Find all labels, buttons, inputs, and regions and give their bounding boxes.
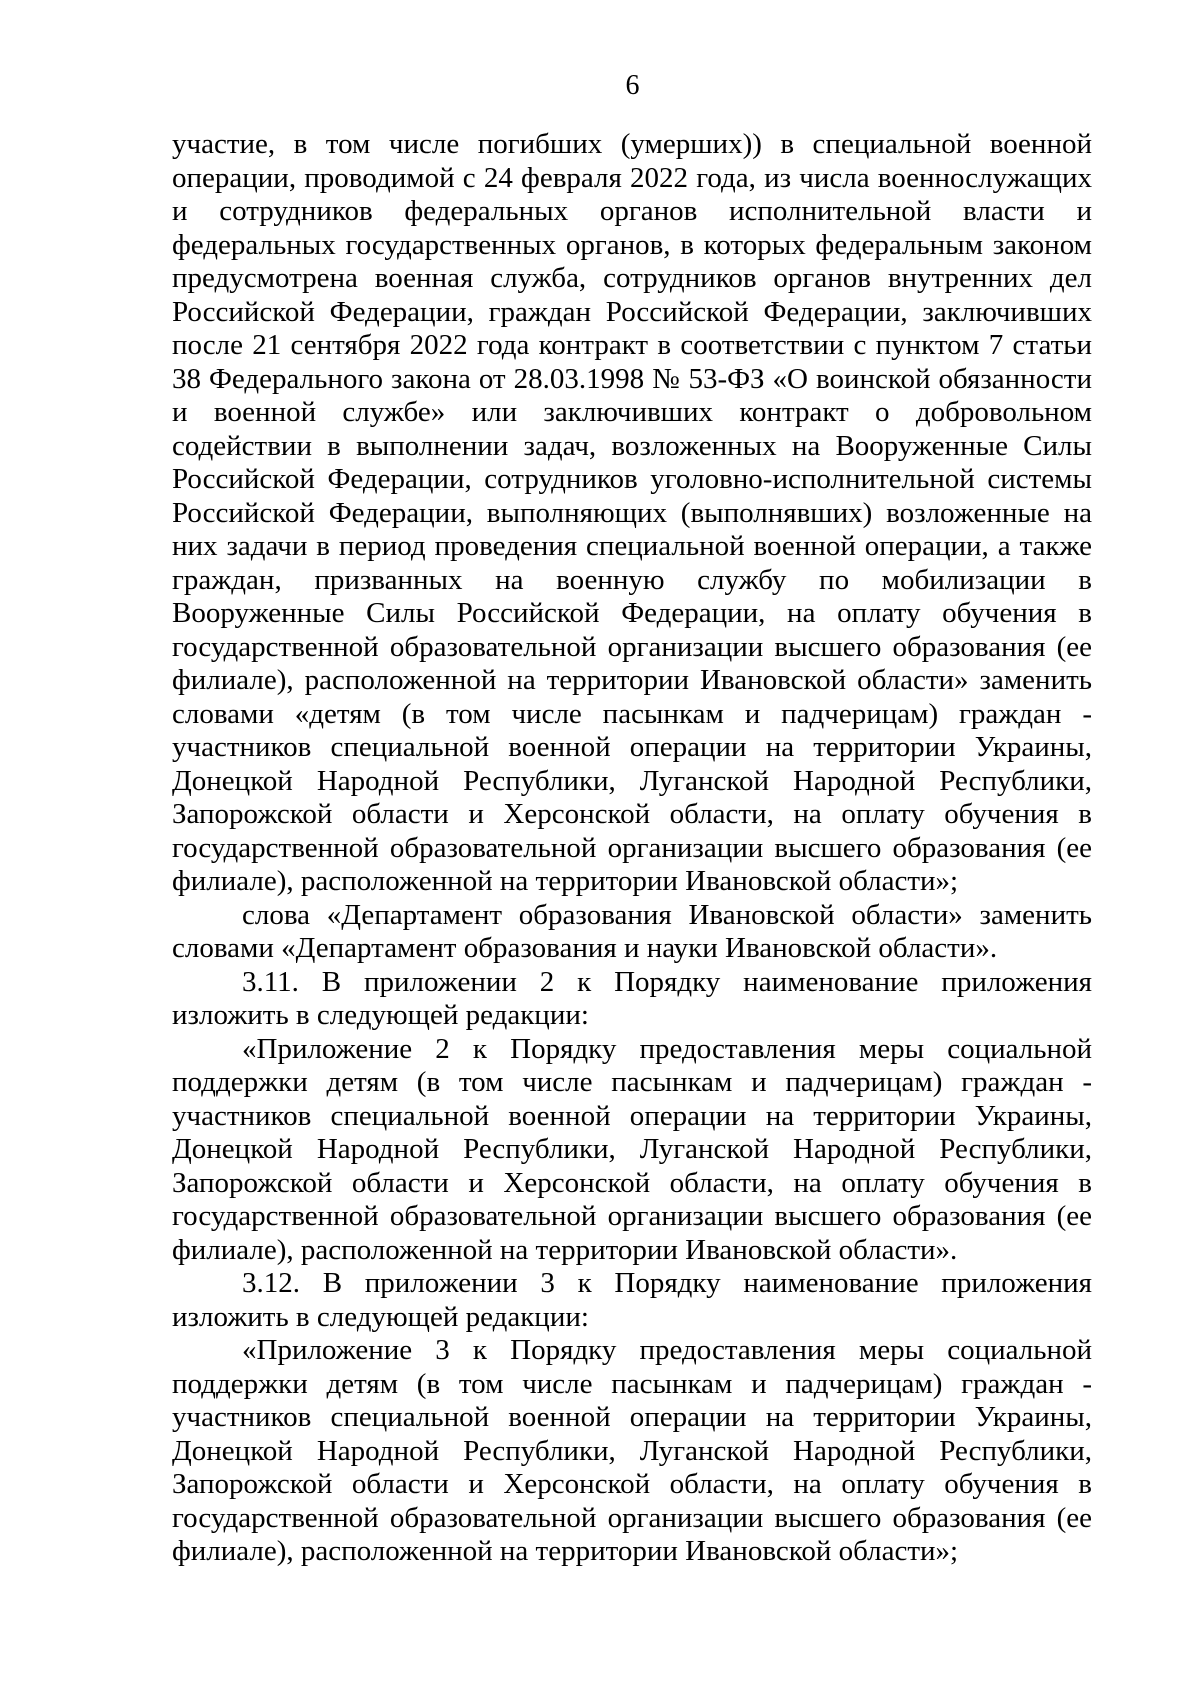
paragraph-department-rename: слова «Департамент образования Ивановской области» заменить словами «Департамент образования и науки Ивановской области». (172, 898, 1092, 964)
paragraph-continuation: участие, в том числе погибших (умерших)) в специальной военной операции, проводимой с 24 февраля 2022 года, из числа военнослужащих и сотрудников федеральных органов исполнительной власти и федеральных государственных органов, в которых федеральным законом предусмотрена военная служба, сотрудников органов внутренних дел Российской Федерации, граждан Российской Федерации, заключивших после 21 сентября 2022 года контракт в соответствии с пунктом 7 статьи 38 Федерального закона от 28.03.1998 № 53-ФЗ «О воинской обязанности и военной службе» или заключивших контракт о добровольном содействии в выполнении задач, возложенных на Вооруженные Силы Российской Федерации, сотрудников уголовно-исполнительной системы Российской Федерации, выполняющих (выполнявших) возложенные на них задачи в период проведения специальной военной операции, а также граждан, призванных на военную службу по мобилизации в Вооруженные Силы Российской Федерации, на оплату обучения в государственной образовательной организации высшего образования (ее филиале), расположенной на территории Ивановской области» заменить словами «детям (в том числе пасынкам и падчерицам) граждан - участников специальной военной операции на территории Украины, Донецкой Народной Республики, Луганской Народной Республики, Запорожской области и Херсонской области, на оплату обучения в государственной образовательной организации высшего образования (ее филиале), расположенной на территории Ивановской области»; (172, 128, 1092, 897)
paragraph-appendix-2-title: «Приложение 2 к Порядку предоставления меры социальной поддержки детям (в том числе пасынкам и падчерицам) граждан - участников специальной военной операции на территории Украины, Донецкой Народной Республики, Луганской Народной Республики, Запорожской области и Херсонской области, на оплату обучения в государственной образовательной организации высшего образования (ее филиале), расположенной на территории Ивановской области». (172, 1032, 1092, 1266)
paragraph-appendix-3-title: «Приложение 3 к Порядку предоставления меры социальной поддержки детям (в том числе пасынкам и падчерицам) граждан - участников специальной военной операции на территории Украины, Донецкой Народной Республики, Луганской Народной Республики, Запорожской области и Херсонской области, на оплату обучения в государственной образовательной организации высшего образования (ее филиале), расположенной на территории Ивановской области»; (172, 1334, 1092, 1567)
paragraph-item-3-11: 3.11. В приложении 2 к Порядку наименование приложения изложить в следующей редакции: (172, 965, 1092, 1031)
document-body (172, 128, 1092, 1569)
paragraph-item-3-12: 3.12. В приложении 3 к Порядку наименование приложения изложить в следующей редакции: (172, 1267, 1092, 1333)
page-number: 6 (625, 70, 640, 101)
